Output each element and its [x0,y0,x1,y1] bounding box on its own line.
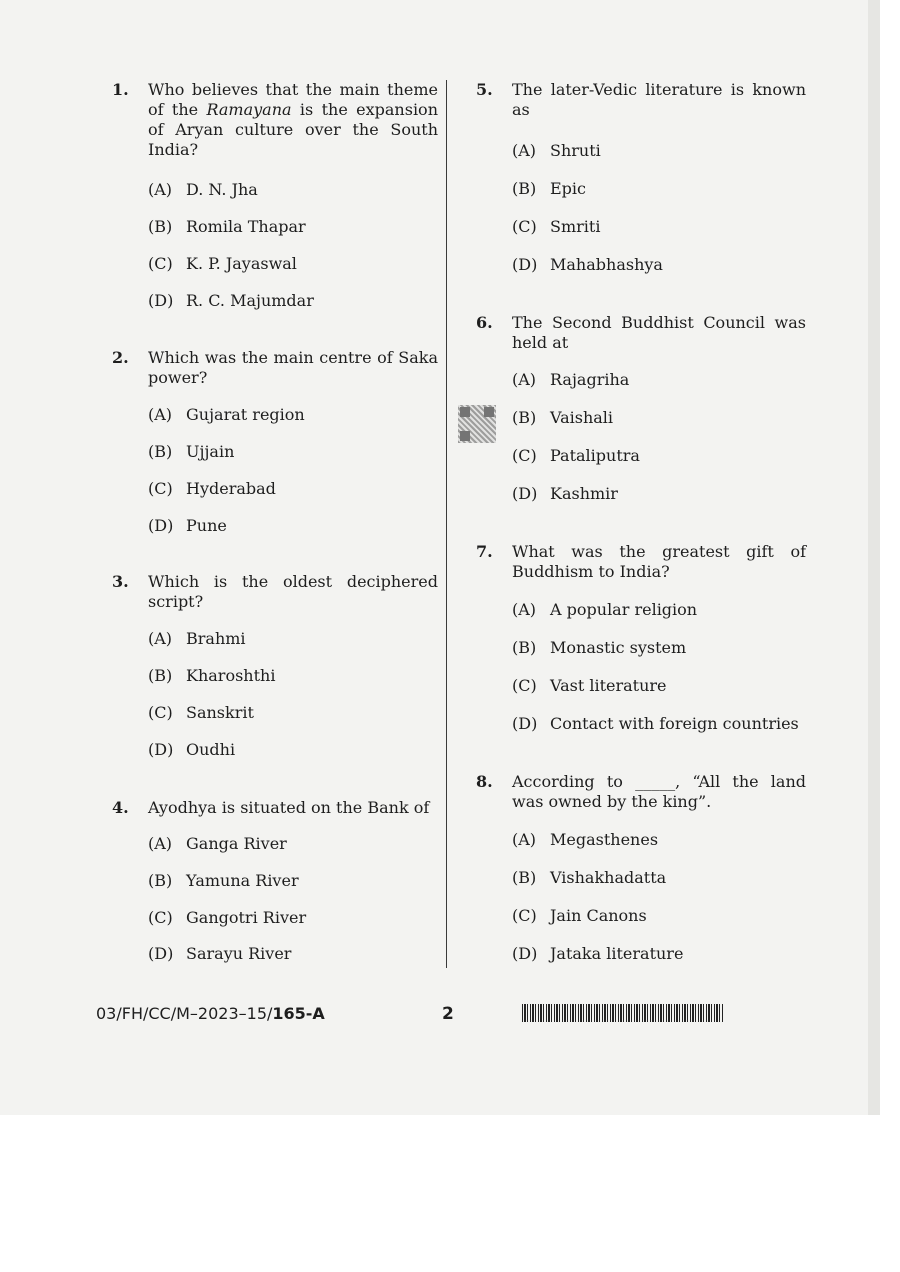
barcode-icon [522,1004,724,1022]
option-a: (A) Megasthenes [512,830,659,849]
question-number: 7. [476,542,493,561]
question-5 [476,80,806,274]
option-a: (A) Ganga River [148,834,287,853]
option-a: (A) A popular religion [512,600,698,619]
qr-code-icon [458,405,496,443]
question-6 [476,313,806,503]
option-a: (A) D. N. Jha [148,180,258,199]
question-3 [112,572,438,759]
option-c: (C) Sanskrit [148,703,254,722]
column-divider [446,80,447,968]
option-b: (B) Vaishali [512,408,614,427]
option-b: (B) Epic [512,179,586,198]
option-a: (A) Gujarat region [148,405,305,424]
option-c: (C) Hyderabad [148,479,276,498]
question-text: What was the greatest gift of Buddhism to India? [512,542,806,581]
question-7 [476,542,806,733]
option-c: (C) K. P. Jayaswal [148,254,297,273]
option-d: (D) Jataka literature [512,944,684,963]
option-a: (A) Rajagriha [512,370,630,389]
option-d: (D) Kashmir [512,484,618,503]
question-number: 2. [112,348,129,367]
option-b: (B) Ujjain [148,442,235,461]
question-text: According to _____, “All the land was owned by the king”. [512,772,806,811]
question-text: The later-Vedic literature is known as [512,80,806,119]
booklet-code: 03/FH/CC/M–2023–15/165-A [96,1004,325,1023]
question-number: 3. [112,572,129,591]
question-8 [476,772,806,963]
option-c: (C) Smriti [512,217,601,236]
option-d: (D) Mahabhashya [512,255,663,274]
question-text: Ayodhya is situated on the Bank of [148,798,430,817]
option-b: (B) Yamuna River [148,871,299,890]
question-text: The Second Buddhist Council was held at [512,313,806,352]
question-number: 8. [476,772,493,791]
option-c: (C) Gangotri River [148,908,307,927]
page-edge [868,0,880,1115]
question-number: 4. [112,798,129,817]
option-a: (A) Shruti [512,141,601,160]
option-b: (B) Romila Thapar [148,217,306,236]
option-b: (B) Kharoshthi [148,666,276,685]
page-number: 2 [442,1004,454,1024]
question-text: Which is the oldest deciphered script? [148,572,438,611]
option-c: (C) Pataliputra [512,446,640,465]
question-text: Who believes that the main theme of the Ramayana is the expansion of Aryan culture over the South India? [148,80,438,159]
answer-blank: _____ [635,772,676,791]
italic-title: Ramayana [206,100,292,119]
option-c: (C) Vast literature [512,676,667,695]
option-d: (D) R. C. Majumdar [148,291,314,310]
option-c: (C) Jain Canons [512,906,647,925]
question-number: 5. [476,80,493,99]
question-number: 6. [476,313,493,332]
option-d: (D) Sarayu River [148,944,292,963]
question-1 [112,80,438,310]
question-text: Which was the main centre of Saka power? [148,348,438,387]
option-b: (B) Monastic system [512,638,687,657]
option-d: (D) Pune [148,516,227,535]
question-4 [112,798,438,963]
option-a: (A) Brahmi [148,629,246,648]
option-d: (D) Contact with foreign countries [512,714,799,733]
option-d: (D) Oudhi [148,740,236,759]
question-number: 1. [112,80,129,99]
question-2 [112,348,438,535]
option-b: (B) Vishakhadatta [512,868,667,887]
